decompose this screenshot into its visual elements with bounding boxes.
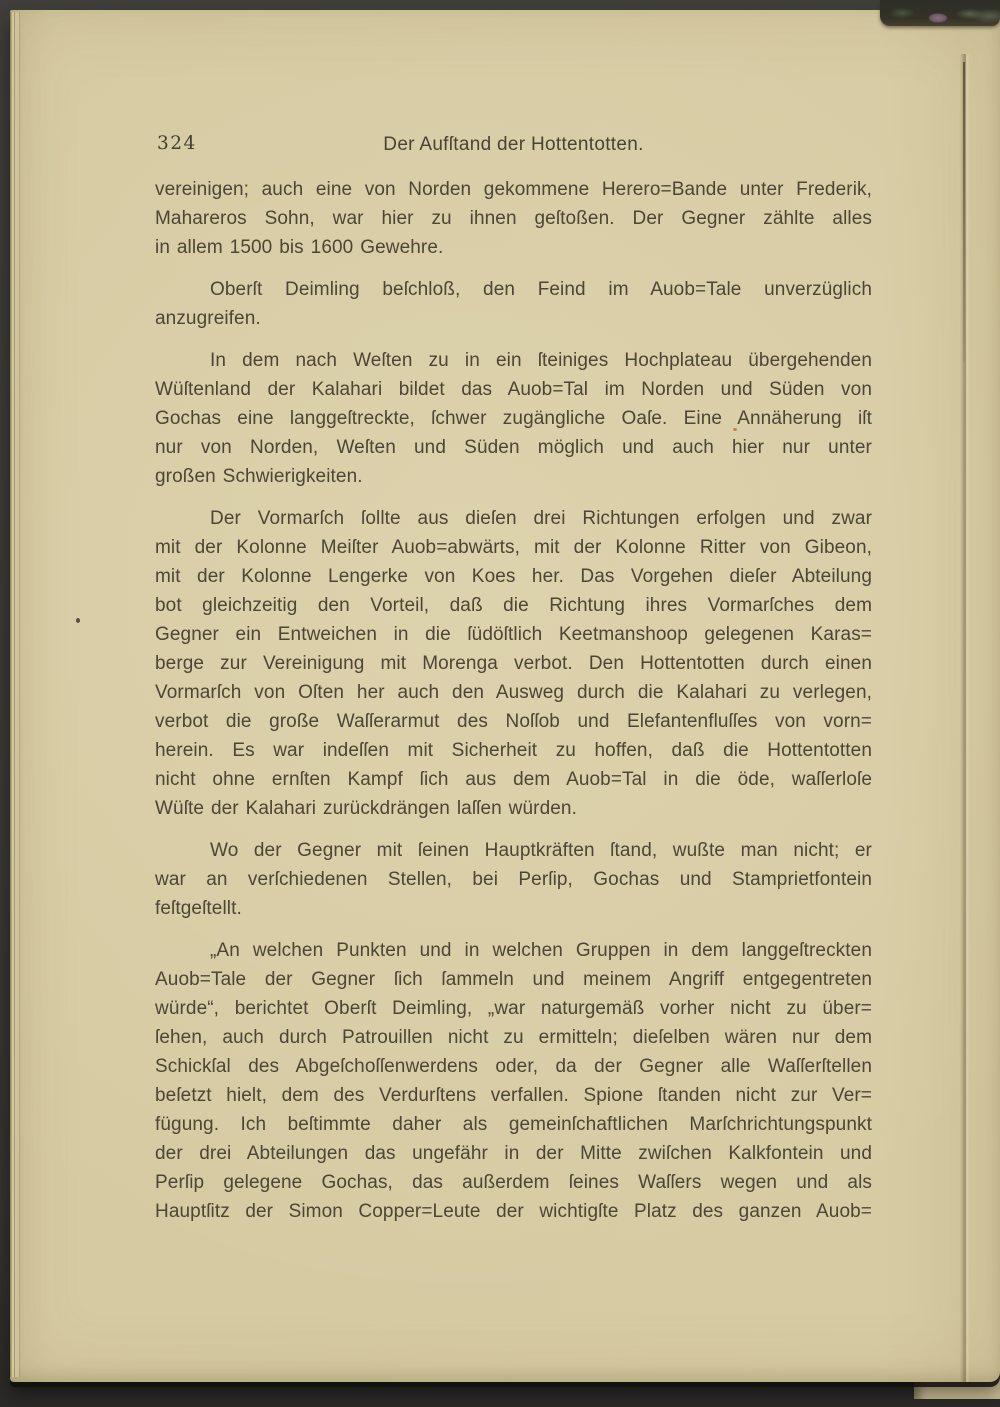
text-line: Wo der Gegner mit ſeinen Hauptkräften ſtand, wußte man nicht; er <box>210 840 872 861</box>
text-line: Gegner ein Entweichen in die ſüdöſtlich Keetmanshoop gelegenen Karas= <box>155 624 872 645</box>
text-line: anzugreifen. <box>155 308 261 329</box>
text-line: Oberſt Deimling beſchloß, den Feind im Auob=Tale unverzüglich <box>210 279 872 300</box>
text-line: mit der Kolonne Meiſter Auob=abwärts, mit der Kolonne Ritter von Gibeon, <box>155 537 872 558</box>
running-title: Der Aufſtand der Hottentotten. <box>383 134 644 155</box>
text-line: mit der Kolonne Lengerke von Koes her. Das Vorgehen dieſer Abteilung <box>155 566 872 587</box>
book-page <box>10 10 1000 1382</box>
text-line: „An welchen Punkten und in welchen Gruppen in dem langgeſtreckten <box>210 940 872 961</box>
text-line: Gochas eine langgeſtreckte, ſchwer zugängliche Oaſe. Eine Annäherung iſt <box>155 408 872 429</box>
text-line: Der Vormarſch ſollte aus dieſen drei Richtungen erfolgen und zwar <box>210 508 872 529</box>
paragraph <box>155 836 872 923</box>
paragraph <box>155 346 872 491</box>
page-gutter-crease <box>960 54 970 1382</box>
text-line: berge zur Vereinigung mit Morenga verbot. Den Hottentotten durch einen <box>155 653 872 674</box>
text-line: bot gleichzeitig den Vorteil, daß die Richtung ihres Vormarſches dem <box>155 595 872 616</box>
paragraph <box>155 504 872 823</box>
text-line: würde“, berichtet Oberſt Deimling, „war naturgemäß vorher nicht zu über= <box>155 998 872 1019</box>
text-line: der drei Abteilungen das ungefähr in der Mitte zwiſchen Kalkfontein und <box>155 1143 872 1164</box>
text-line: Vormarſch von Oſten her auch den Ausweg durch die Kalahari zu verlegen, <box>155 682 872 703</box>
text-line: Hauptſitz der Simon Copper=Leute der wichtigſte Platz des ganzen Auob= <box>155 1201 872 1222</box>
text-line: beſetzt hielt, dem des Verdurſtens verfallen. Spione ſtanden nicht zur Ver= <box>155 1085 872 1106</box>
text-line: nicht ohne ernſten Kampf ſich aus dem Auob=Tal in die öde, waſſerloſe <box>155 769 872 790</box>
page-edge-stack <box>10 12 26 1377</box>
text-line: In dem nach Weſten zu in ein ſteiniges Hochplateau übergehenden <box>210 350 872 371</box>
text-line: Wüſtenland der Kalahari bildet das Auob=Tal im Norden und Süden von <box>155 379 872 400</box>
marbled-book-edge <box>880 0 1000 26</box>
page-header <box>155 132 872 162</box>
text-line: Auob=Tale der Gegner ſich ſammeln und meinem Angriff entgegentreten <box>155 969 872 990</box>
text-line: vereinigen; auch eine von Norden gekommene Herero=Bande unter Frederik, <box>155 179 872 200</box>
ink-speck <box>76 618 80 623</box>
text-line: Mahareros Sohn, war hier zu ihnen geſtoßen. Der Gegner zählte alles <box>155 208 872 229</box>
text-line: Wüſte der Kalahari zurückdrängen laſſen würden. <box>155 798 577 819</box>
text-line: herein. Es war indeſſen mit Sicherheit zu hoffen, daß die Hottentotten <box>155 740 872 761</box>
text-line: war an verſchiedenen Stellen, bei Perſip, Gochas und Stamprietfontein <box>155 869 872 890</box>
page-content <box>155 132 872 1226</box>
text-line: fügung. Ich beſtimmte daher als gemeinſchaftlichen Marſchrichtungspunkt <box>155 1114 872 1135</box>
page-number: 324 <box>157 133 197 154</box>
paragraph <box>155 175 872 262</box>
text-line: ſehen, auch durch Patrouillen nicht zu ermitteln; dieſelben wären nur dem <box>155 1027 872 1048</box>
text-line: feſtgeſtellt. <box>155 898 242 919</box>
paragraph <box>155 936 872 1226</box>
paragraph <box>155 275 872 333</box>
text-line: Perſip gelegene Gochas, das außerdem ſeines Waſſers wegen und als <box>155 1172 872 1193</box>
text-line: Schickſal des Abgeſchoſſenwerdens oder, da der Gegner alle Waſſerſtellen <box>155 1056 872 1077</box>
text-line: verbot die große Waſſerarmut des Noſſob und Elefantenfluſſes von vorn= <box>155 711 872 732</box>
text-line: nur von Norden, Weſten und Süden möglich und auch hier nur unter <box>155 437 872 458</box>
text-line: in allem 1500 bis 1600 Gewehre. <box>155 237 444 258</box>
text-line: großen Schwierigkeiten. <box>155 466 363 487</box>
